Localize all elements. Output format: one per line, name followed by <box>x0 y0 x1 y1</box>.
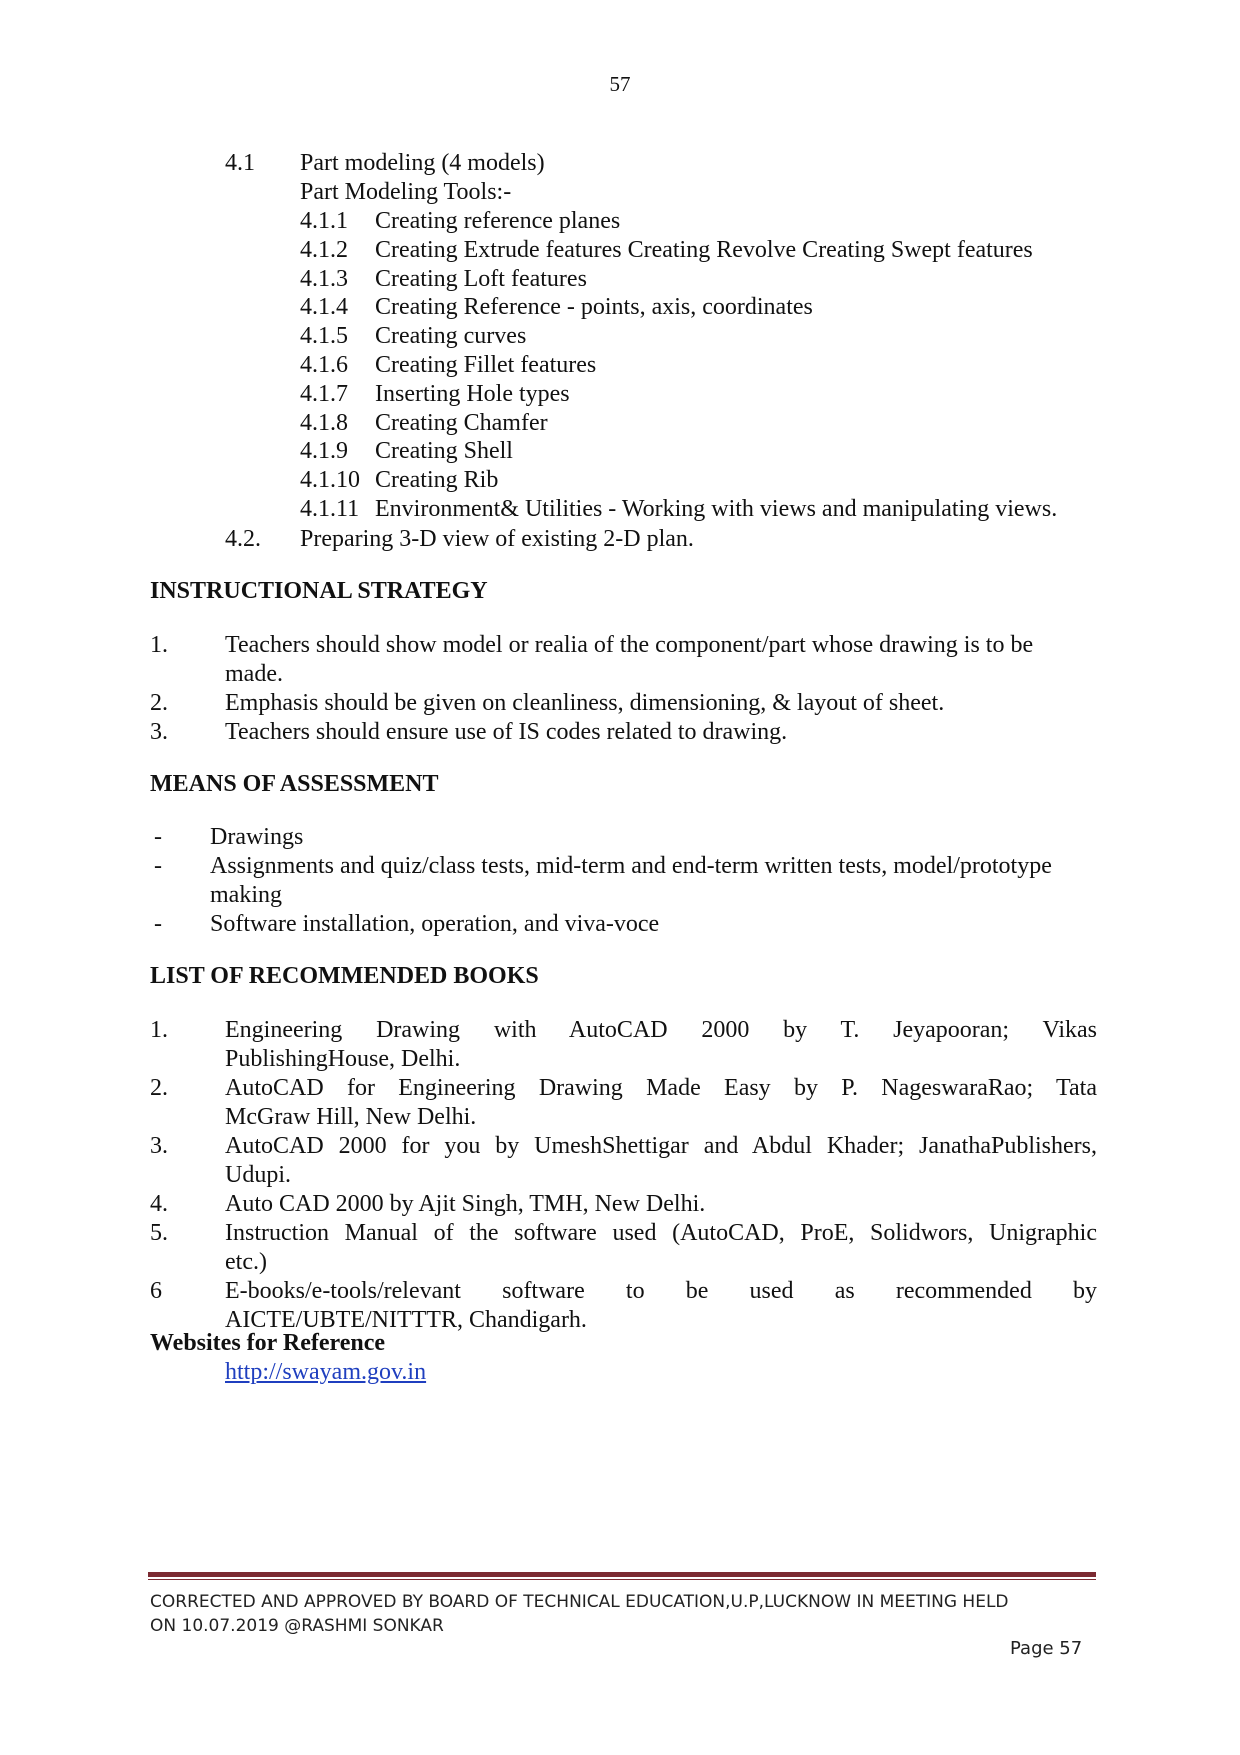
website-link-row <box>150 1359 426 1386</box>
list-item-continuation: made. <box>225 661 283 687</box>
book-number: 4. <box>150 1191 168 1217</box>
sub-item-number: 4.1.8 <box>300 409 348 436</box>
bullet-dash: - <box>154 853 162 879</box>
section-title: Part modeling (4 models) <box>300 150 545 176</box>
sub-item-number: 4.1.11 <box>300 496 360 522</box>
footer-rule <box>148 1572 1096 1577</box>
sub-item-text: Creating Loft features <box>375 265 587 292</box>
footer-line-1: CORRECTED AND APPROVED BY BOARD OF TECHNICAL EDUCATION,U.P,LUCKNOW IN MEETING HELD <box>150 1592 1009 1612</box>
book-number: 5. <box>150 1220 168 1246</box>
sub-item-number: 4.1.6 <box>300 352 348 378</box>
footer-page-number: Page 57 <box>1010 1638 1083 1659</box>
book-text: AutoCAD for Engineering Drawing Made Easy by P. NageswaraRao; Tata <box>225 1075 1097 1101</box>
book-text: Engineering Drawing with AutoCAD 2000 by T. Jeyapooran; Vikas <box>225 1017 1097 1043</box>
item-text: Preparing 3-D view of existing 2-D plan. <box>300 526 694 552</box>
book-number: 1. <box>150 1017 168 1043</box>
sub-item-number: 4.1.3 <box>300 265 348 292</box>
section-subtitle: Part Modeling Tools:- <box>300 179 512 205</box>
list-item-number: 3. <box>150 719 168 745</box>
book-number: 3. <box>150 1133 168 1159</box>
sub-item-text: Creating Chamfer <box>375 409 548 436</box>
sub-item-number: 4.1.10 <box>300 467 360 494</box>
list-item-continuation: making <box>210 882 282 908</box>
sub-item-text: Creating Rib <box>375 467 499 494</box>
instructional-strategy-heading: INSTRUCTIONAL STRATEGY <box>150 578 488 604</box>
sub-item-number: 4.1.2 <box>300 236 348 263</box>
sub-item-number: 4.1.1 <box>300 208 348 234</box>
sub-item-text: Creating Extrude features Creating Revolve Creating Swept features <box>375 236 1033 263</box>
list-item-text: Software installation, operation, and viva-voce <box>210 911 660 937</box>
book-text-continuation: PublishingHouse, Delhi. <box>225 1046 461 1072</box>
footer-line-2: ON 10.07.2019 @RASHMI SONKAR <box>150 1616 444 1636</box>
bullet-dash: - <box>154 911 162 937</box>
list-item-text: Teachers should show model or realia of the component/part whose drawing is to be <box>225 632 1034 658</box>
websites-heading: Websites for Reference <box>150 1330 386 1356</box>
sub-item-text: Creating Reference - points, axis, coordinates <box>375 294 813 321</box>
sub-item-number: 4.1.7 <box>300 380 348 407</box>
sub-item-text: Creating reference planes <box>375 208 621 234</box>
book-text: Instruction Manual of the software used (AutoCAD, ProE, Solidwors, Unigraphic <box>225 1220 1097 1246</box>
book-text: AutoCAD 2000 for you by UmeshShettigar and Abdul Khader; JanathaPublishers, <box>225 1133 1097 1159</box>
list-item-number: 2. <box>150 690 168 716</box>
book-number: 2. <box>150 1075 168 1101</box>
sub-item-text: Environment& Utilities - Working with views and manipulating views. <box>375 496 1058 522</box>
book-number: 6 <box>150 1278 162 1304</box>
sub-item-number: 4.1.4 <box>300 294 348 321</box>
book-text: E-books/e-tools/relevant software to be used as recommended by <box>225 1278 1097 1304</box>
website-link[interactable]: http://swayam.gov.in <box>225 1359 427 1385</box>
list-item-number: 1. <box>150 632 168 658</box>
book-text-continuation: etc.) <box>225 1249 267 1275</box>
sub-item-text: Creating curves <box>375 323 527 350</box>
book-text-continuation: AICTE/UBTE/NITTTR, Chandigarh. <box>225 1307 587 1333</box>
list-item-text: Assignments and quiz/class tests, mid-term and end-term written tests, model/prototype <box>210 853 1052 879</box>
sub-item-text: Creating Shell <box>375 438 513 465</box>
footer-rule-thin <box>148 1579 1096 1580</box>
bullet-dash: - <box>154 824 162 850</box>
sub-item-number: 4.1.9 <box>300 438 348 465</box>
sub-item-number: 4.1.5 <box>300 323 348 350</box>
list-item-text: Drawings <box>210 824 304 850</box>
book-text-continuation: McGraw Hill, New Delhi. <box>225 1104 477 1130</box>
footer-approval-text <box>150 1590 1110 1638</box>
list-item-text: Emphasis should be given on cleanliness, dimensioning, & layout of sheet. <box>225 690 945 716</box>
sub-item-text: Inserting Hole types <box>375 380 570 407</box>
book-text: Auto CAD 2000 by Ajit Singh, TMH, New Delhi. <box>225 1191 706 1217</box>
section-number: 4.1 <box>225 150 255 176</box>
book-text-continuation: Udupi. <box>225 1162 291 1188</box>
list-item-text: Teachers should ensure use of IS codes related to drawing. <box>225 719 788 745</box>
means-of-assessment-heading: MEANS OF ASSESSMENT <box>150 771 439 797</box>
page-number-top: 57 <box>609 72 631 96</box>
sub-item-text: Creating Fillet features <box>375 352 597 378</box>
recommended-books-heading: LIST OF RECOMMENDED BOOKS <box>150 963 539 989</box>
item-number: 4.2. <box>225 526 261 552</box>
